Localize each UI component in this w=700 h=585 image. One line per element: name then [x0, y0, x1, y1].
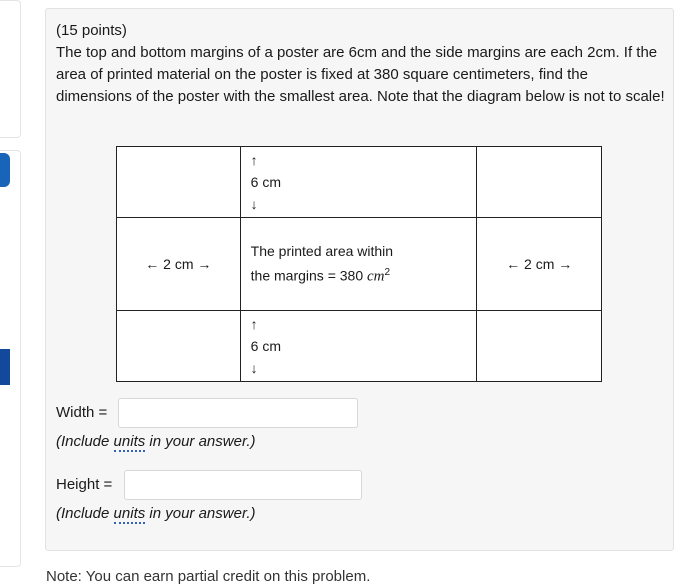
left-nav-tab-2[interactable] — [0, 349, 10, 385]
height-input[interactable] — [124, 470, 362, 500]
up-arrow-icon: ↑ — [250, 316, 258, 333]
diagram-top-margin — [240, 147, 477, 218]
question-text: The top and bottom margins of a poster are 6cm and the side margins are each 2cm. If the area of printed material on the poster is fixed at 380 square centimeters, find the dimensions of the poster with the smallest area. Note that the diagram below is not to scale! — [56, 44, 665, 105]
diagram-cell-top-left — [117, 147, 241, 218]
printed-area-line2 — [251, 262, 477, 288]
down-arrow-icon: ↓ — [250, 195, 258, 212]
diagram-cell-bottom-right — [477, 311, 602, 382]
up-arrow-icon: ↑ — [250, 151, 258, 168]
diagram-left-margin: ← 2 cm → — [117, 217, 241, 311]
diagram-cell-top-right — [477, 147, 602, 218]
diagram-cell-bottom-left — [117, 311, 241, 382]
height-units-hint — [56, 505, 256, 522]
width-label: Width = — [56, 404, 108, 421]
question-points: (15 points) — [56, 22, 127, 39]
footer-note-cut: Note: You can earn partial credit on this problem. — [46, 568, 371, 585]
hint-suffix: in your answer.) — [145, 505, 256, 522]
printed-area-prefix: the margins = 380 — [250, 267, 368, 284]
hint-prefix: (Include — [56, 505, 114, 522]
printed-area-exponent: 2 — [384, 267, 391, 279]
left-nav-tab-1[interactable] — [0, 153, 10, 187]
left-sidebar-card-top — [0, 0, 21, 138]
printed-area-unit: cm — [367, 268, 385, 285]
poster-diagram — [116, 146, 602, 382]
printed-area-line1: The printed area within — [250, 243, 394, 260]
diagram-bottom-margin — [240, 311, 477, 382]
width-units-hint — [56, 433, 256, 450]
width-input[interactable] — [118, 398, 358, 428]
units-link[interactable]: units — [113, 433, 146, 450]
diagram-printed-area — [240, 217, 477, 311]
bottom-margin-label: 6 cm — [250, 338, 281, 355]
height-label: Height = — [56, 476, 113, 493]
hint-suffix: in your answer.) — [145, 433, 256, 450]
down-arrow-icon: ↓ — [250, 360, 258, 377]
top-margin-label: 6 cm — [250, 173, 281, 190]
units-link[interactable]: units — [113, 505, 146, 522]
diagram-right-margin: ← 2 cm → — [477, 217, 602, 311]
hint-prefix: (Include — [56, 433, 114, 450]
